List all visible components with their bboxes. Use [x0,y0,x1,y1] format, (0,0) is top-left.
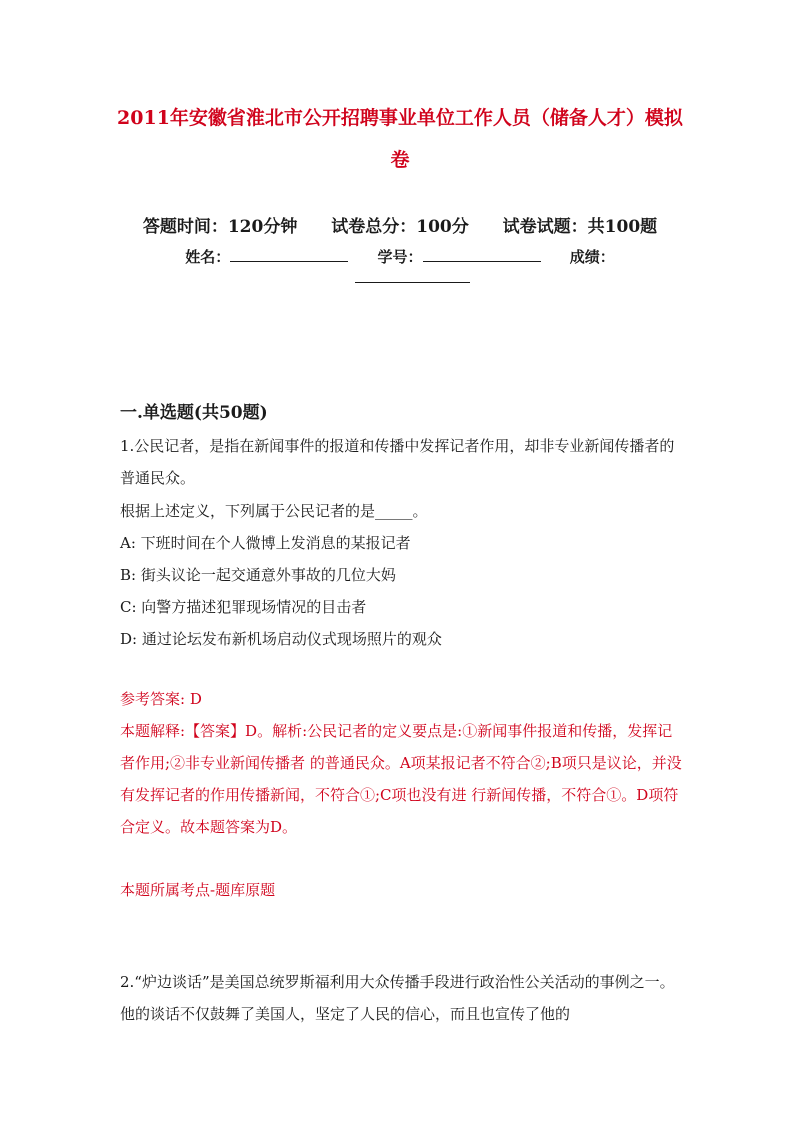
question-1-knowledge-point: 本题所属考点-题库原题 [120,881,276,899]
grade-blank [355,282,470,283]
question-2-stem: 2.“炉边谈话”是美国总统罗斯福利用大众传播手段进行政治性公关活动的事例之一。他的谈话不仅鼓舞了美国人，坚定了人民的信心，而且也宣传了他的 [120,973,675,1023]
document-title-line-2: 卷 [390,149,410,171]
question-1-option-b: B: 街头议论一起交通意外事故的几位大妈 [120,566,396,584]
document-title-line-1: 2011年安徽省淮北市公开招聘事业单位工作人员（储备人才）模拟 [117,107,683,129]
id-label: 学号： [377,248,423,266]
question-1-ask: 根据上述定义，下列属于公民记者的是_____。 [120,502,428,520]
exam-total-score: 试卷总分：100分 [331,217,469,237]
question-1-option-d: D: 通过论坛发布新机场启动仪式现场照片的观众 [120,630,442,648]
question-1-explanation: 本题解释:【答案】D。解析:公民记者的定义要点是:①新闻事件报道和传播，发挥记者作用;②非专业新闻传播者 的普通民众。A项某报记者不符合②;B项只是议论，并没有发挥记者的作用传播新闻，不符合①;C项也没有进 行新闻传播，不符合①。D项符合定义。故本题答案为D。 [120,722,682,836]
name-field [185,245,348,267]
question-1-option-c: C: 向警方描述犯罪现场情况的目击者 [120,598,367,616]
id-blank [423,245,541,262]
id-field [377,245,540,267]
name-blank [230,245,348,262]
question-1-option-a: A: 下班时间在个人微博上发消息的某报记者 [120,534,411,552]
grade-label: 成绩： [569,248,615,266]
exam-time: 答题时间：120分钟 [142,217,298,237]
name-label: 姓名： [185,248,231,266]
exam-question-count: 试卷试题：共100题 [502,217,658,237]
question-1-stem: 1.公民记者，是指在新闻事件的报道和传播中发挥记者作用，却非专业新闻传播者的普通民众。 [120,437,675,487]
student-info [80,245,720,267]
section-heading: 一.单选题(共50题) [120,403,268,423]
question-1-answer: 参考答案: D [120,690,202,708]
grade-field [570,246,615,267]
exam-meta [80,212,720,237]
